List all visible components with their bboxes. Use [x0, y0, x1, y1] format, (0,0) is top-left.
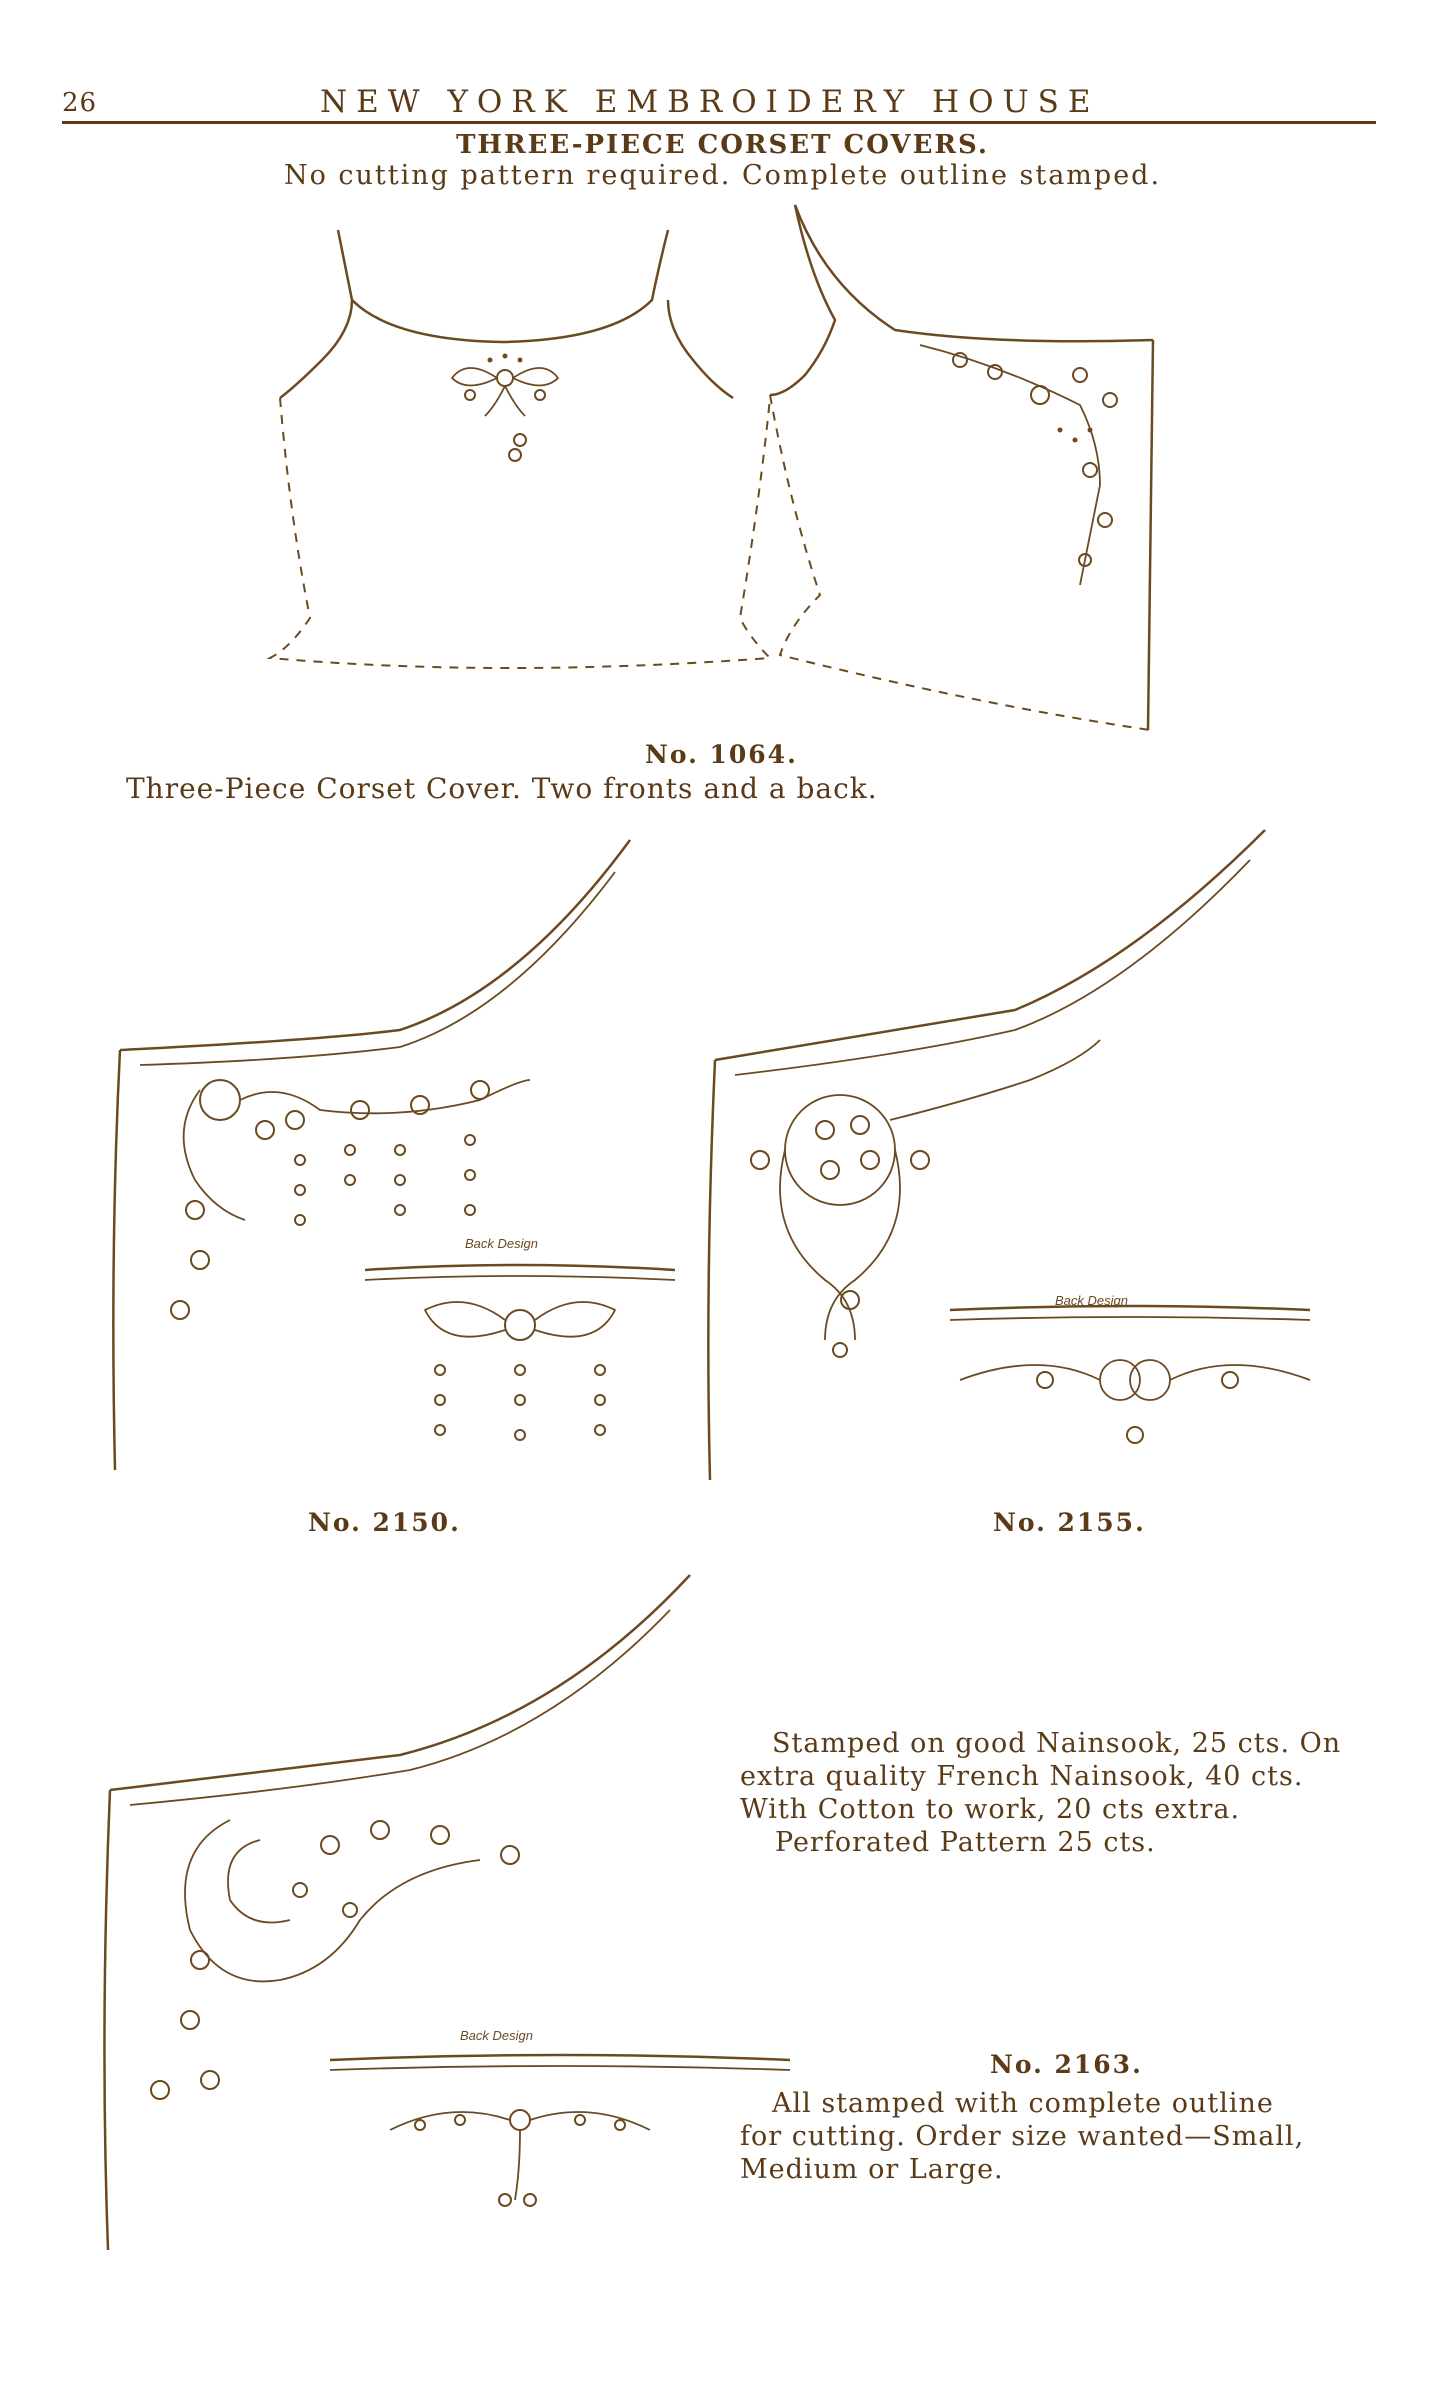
pricing-block: [740, 1727, 1341, 1859]
section-subtitle: No cutting pattern required. Complete outline stamped.: [283, 160, 1162, 191]
back-design-label-2150: Back Design: [465, 1236, 538, 1251]
bow-and-flower-motif-icon: [171, 1080, 530, 1319]
corset-cover-2163-illustration: [100, 1560, 800, 2260]
corset-cover-2155-illustration: [700, 820, 1350, 1500]
back-scroll-motif-icon: [960, 1360, 1310, 1443]
ordering-line-1: All stamped with complete outline: [772, 2088, 1274, 2119]
back-bow-motif-icon: [425, 1302, 615, 1440]
page-number: 26: [62, 88, 98, 118]
pricing-line-2: extra quality French Nainsook, 40 cts.: [740, 1761, 1304, 1792]
back-floral-motif-icon: [390, 2110, 650, 2206]
ordering-line-3: Medium or Large.: [740, 2154, 1004, 2185]
floral-spray-icon: [920, 345, 1117, 585]
back-design-label-2163: Back Design: [460, 2028, 533, 2043]
item-number-1064: No. 1064.: [645, 740, 798, 769]
corset-cover-2150-illustration: [100, 830, 800, 1490]
bow-motif-icon: [452, 354, 558, 462]
pricing-line-1: Stamped on good Nainsook, 25 cts. On: [772, 1728, 1342, 1759]
item-number-2163: No. 2163.: [990, 2050, 1143, 2079]
section-title: THREE-PIECE CORSET COVERS.: [456, 130, 989, 160]
pricing-line-3: With Cotton to work, 20 cts extra.: [740, 1794, 1241, 1825]
item-caption-1064: Three-Piece Corset Cover. Two fronts and a back.: [126, 772, 878, 805]
scroll-and-flower-motif-icon: [151, 1820, 519, 2099]
corset-cover-1064-illustration: [0, 0, 1445, 740]
running-head: NEW YORK EMBROIDERY HOUSE: [320, 84, 1100, 120]
eyelet-drops-icon: [295, 1135, 475, 1225]
item-number-2150: No. 2150.: [308, 1508, 461, 1537]
pricing-line-4: Perforated Pattern 25 cts.: [775, 1827, 1156, 1858]
medallion-motif-icon: [751, 1040, 1100, 1357]
back-design-label-2155: Back Design: [1055, 1293, 1128, 1308]
ordering-block: [740, 2087, 1304, 2186]
item-number-2155: No. 2155.: [993, 1508, 1146, 1537]
ordering-line-2: for cutting. Order size wanted—Small,: [740, 2121, 1305, 2152]
